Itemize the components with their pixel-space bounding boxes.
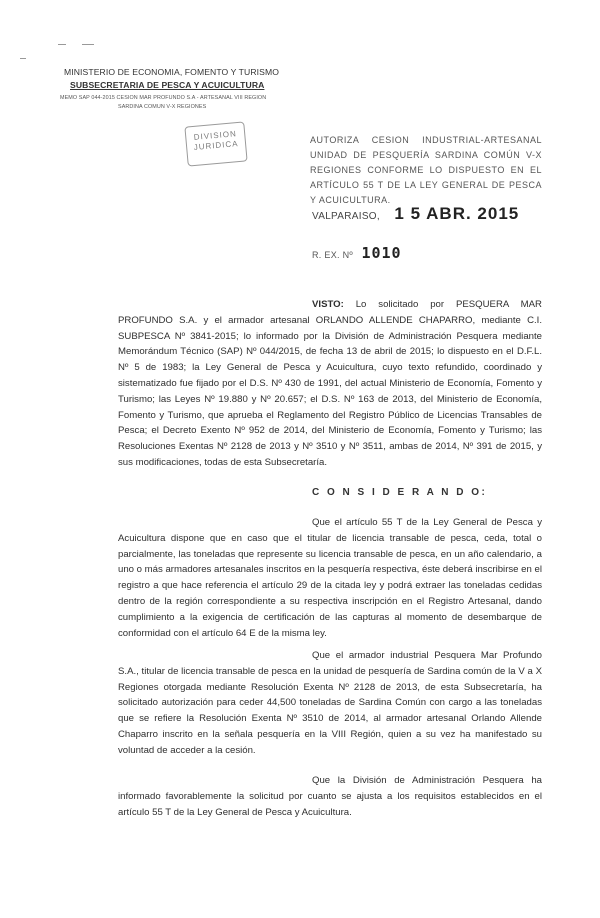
date-line	[312, 204, 542, 224]
visto-text: Lo solicitado por PESQUERA MAR PROFUNDO S.A. y el armador artesanal ORLANDO ALLENDE CHAPARRO, mediante C.I. SUBPESCA Nº 3841-2015; lo informado por la División de Administración Pesquera mediante Memorándum Técnico (SAP) Nº 044/2015, de fecha 13 de abril de 2015; lo dispuesto en el D.F.L. Nº 5 de 1983; la Ley General de Pesca y Acuicultura, cuyo texto refundido, coordinado y sistematizado fue fijado por el D.S. Nº 430 de 1991, del actual Ministerio de Economía, Fomento y Turismo; las Leyes Nº 19.880 y Nº 20.657; el D.S. Nº 163 de 2013, del Ministerio de Economía, Fomento y Turismo, que aprueba el Reglamento del Registro Público de Licencias Transables de Pesca; el Decreto Exento Nº 952 de 2014, del Ministerio de Economía, Fomento y Turismo; las Resoluciones Exentas Nº 2128 de 2013 y Nº 3510 y Nº 3511, ambas de 2014, Nº 391 de 2015, y sus modificaciones, todas de esta Subsecretaría.	[118, 299, 542, 468]
date-city: VALPARAISO,	[312, 211, 380, 222]
resolution-number-line	[312, 244, 512, 263]
visto-label: VISTO:	[312, 299, 344, 310]
scan-mark	[82, 44, 94, 45]
scan-mark	[58, 44, 66, 45]
stamp-line: DIVISION	[193, 129, 238, 142]
considerando-paragraph-1: Que el artículo 55 T de la Ley General de Pesca y Acuicultura dispone que en caso que el titular de licencia transable de pesca, ceda, total o parcialmente, las toneladas que represente su licencia transable de pesca, en un año calendario, a uno o más armadores artesanales inscritos en la pesquería respectiva, éste deberá inscribirse en el registro a que hace referencia el artículo 29 de la citada ley y podrá extraer las toneladas cedidas dentro de la región correspondiente a su respectiva inscripción en el Registro Artesanal, dando cumplimiento a la exigencia de certificación de las capturas al momento de desembarque de conformidad con el artículo 64 E de la misma ley.	[118, 517, 542, 639]
ministry-name: MINISTERIO DE ECONOMIA, FOMENTO Y TURISMO	[64, 67, 279, 77]
date-value: 1 5 ABR. 2015	[394, 204, 520, 223]
stamp-line: JURIDICA	[193, 139, 239, 152]
scan-mark	[20, 58, 26, 59]
considerando-paragraph-3: Que la División de Administración Pesquera ha informado favorablemente la solicitud por cuanto se ajusta a los requisitos establecidos en el artículo 55 T de la Ley General de Pesca y Acuicultura.	[118, 775, 542, 818]
memo-reference-line2: SARDINA COMUN V-X REGIONES	[118, 104, 207, 110]
subsecretaria-name: SUBSECRETARIA DE PESCA Y ACUICULTURA	[70, 80, 265, 90]
resolution-title: AUTORIZA CESION INDUSTRIAL-ARTESANAL UNIDAD DE PESQUERÍA SARDINA COMÚN V-X REGIONES CONFORME LO DISPUESTO EN EL ARTÍCULO 55 T DE LA LEY GENERAL DE PESCA Y ACUICULTURA.	[310, 135, 542, 205]
considerando-heading: C O N S I D E R A N D O:	[312, 487, 488, 498]
resolution-label: R. EX. Nº	[312, 250, 353, 260]
considerando-paragraph-2: Que el armador industrial Pesquera Mar Profundo S.A., titular de licencia transable de pesca en la unidad de pesquería de Sardina común de la V a X Regiones otorgada mediante Resolución Exenta Nº 2128 de 2013, de esta Subsecretaría, ha solicitado autorización para ceder 44,500 toneladas de Sardina Común con cargo a las toneladas que se refiere la Resolución Exenta Nº 3510 de 2014, al armador artesanal Orlando Allende Chaparro inscrito en la señala pesquería en la VIII Región, quien a su vez ha manifestado su voluntad de acceder a la cesión.	[118, 650, 542, 756]
visto-paragraph	[118, 297, 542, 471]
memo-reference: MEMO SAP 044-2015 CESION MAR PROFUNDO S.A - ARTESANAL VIII REGION	[60, 95, 267, 101]
division-juridica-stamp	[184, 121, 247, 166]
resolution-number: 1010	[361, 244, 402, 262]
